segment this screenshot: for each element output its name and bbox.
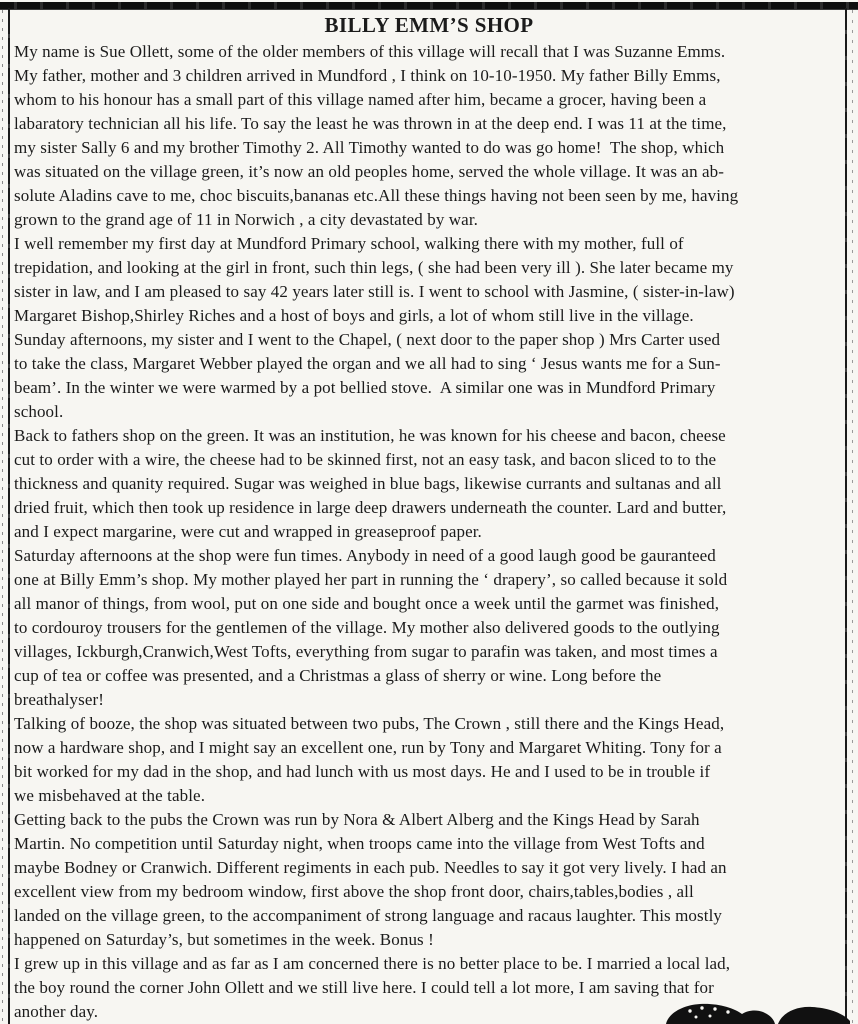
text-line: to cordouroy trousers for the gentlemen of the village. My mother also delivered goods to the outlying [14,618,720,637]
text-line: landed on the village green, to the accompaniment of strong language and racaus laughter. This mostly [14,906,722,925]
text-line: labaratory technician all his life. To say the least he was thrown in at the deep end. I was 11 at the time, [14,114,727,133]
page-border-right [845,8,847,1024]
text-line: Talking of booze, the shop was situated between two pubs, The Crown , still there and the Kings Head, [14,714,725,733]
text-line: bit worked for my dad in the shop, and had lunch with us most days. He and I used to be in trouble if [14,762,711,781]
text-line: all manor of things, from wool, put on one side and bought once a week until the garmet was finished, [14,594,720,613]
text-line: Getting back to the pubs the Crown was run by Nora & Albert Alberg and the Kings Head by Sarah [14,810,700,829]
text-line: thickness and quanity required. Sugar was weighed in blue bags, likewise currants and sultanas and all [14,474,722,493]
text-line: one at Billy Emm’s shop. My mother played her part in running the ‘ drapery’, so called because it sold [14,570,728,589]
document-content [14,11,844,1024]
document-body [14,40,844,1024]
text-line: the boy round the corner John Ollett and we still live here. I could tell a lot more, I am saving that for [14,978,714,997]
text-line: sister in law, and I am pleased to say 42 years later still is. I went to school with Jasmine, ( sister-in-law) [14,282,735,301]
text-line: dried fruit, which then took up residence in large deep drawers underneath the counter. Lard and butter, [14,498,727,517]
text-line: solute Aladins cave to me, choc biscuits,bananas etc.All these things having not been seen by me, having [14,186,739,205]
page-title: BILLY EMM’S SHOP [324,13,534,37]
text-line: trepidation, and looking at the girl in front, such thin legs, ( she had been very ill ). She later became my [14,258,734,277]
left-edge-artifacts [2,10,3,1024]
text-line: excellent view from my bedroom window, first above the shop front door, chairs,tables,bodies , all [14,882,694,901]
text-line: My father, mother and 3 children arrived in Mundford , I think on 10-10-1950. My father Billy Emms, [14,66,721,85]
text-line: beam’. In the winter we were warmed by a pot bellied stove. A similar one was in Mundford Primary [14,378,716,397]
text-line: my sister Sally 6 and my brother Timothy 2. All Timothy wanted to do was go home! The shop, which [14,138,725,157]
text-line: now a hardware shop, and I might say an excellent one, run by Tony and Margaret Whiting. Tony for a [14,738,722,757]
text-line: maybe Bodney or Cranwich. Different regiments in each pub. Needles to say it got very lively. I had an [14,858,727,877]
text-line: My name is Sue Ollett, some of the older members of this village will recall that I was Suzanne Emms. [14,42,726,61]
text-line: Sunday afternoons, my sister and I went to the Chapel, ( next door to the paper shop ) Mrs Carter used [14,330,721,349]
text-line: breathalyser! [14,690,105,709]
page-border-left [8,8,10,1024]
text-line: Martin. No competition until Saturday night, when troops came into the village from West Tofts and [14,834,705,853]
text-line: whom to his honour has a small part of this village named after him, became a grocer, having been a [14,90,707,109]
text-line: Back to fathers shop on the green. It was an institution, he was known for his cheese and bacon, cheese [14,426,726,445]
page-top-edge [0,2,858,10]
text-line: cup of tea or coffee was presented, and a Christmas a glass of sherry or wine. Long before the [14,666,662,685]
right-edge-artifacts [852,10,853,1024]
text-line: school. [14,402,64,421]
text-line: I grew up in this village and as far as I am concerned there is no better place to be. I married a local lad, [14,954,731,973]
text-line: we misbehaved at the table. [14,786,206,805]
text-line: was situated on the village green, it’s now an old peoples home, served the whole village. It was an ab- [14,162,725,181]
black-silhouette-illustration [638,994,850,1024]
text-line: grown to the grand age of 11 in Norwich , a city devastated by war. [14,210,478,229]
text-line: cut to order with a wire, the cheese had to be skinned first, not an easy task, and bacon sliced to to the [14,450,717,469]
text-line: Margaret Bishop,Shirley Riches and a host of boys and girls, a lot of whom still live in the village. [14,306,694,325]
text-line: to take the class, Margaret Webber played the organ and we all had to sing ‘ Jesus wants me for a Sun- [14,354,721,373]
text-line: happened on Saturday’s, but sometimes in the week. Bonus ! [14,930,434,949]
text-line: villages, Ickburgh,Cranwich,West Tofts, everything from sugar to parafin was taken, and most times a [14,642,718,661]
text-line: another day. [14,1002,99,1021]
text-line: and I expect margarine, were cut and wrapped in greaseproof paper. [14,522,482,541]
text-line: Saturday afternoons at the shop were fun times. Anybody in need of a good laugh good be gauranteed [14,546,716,565]
text-line: I well remember my first day at Mundford Primary school, walking there with my mother, full of [14,234,684,253]
